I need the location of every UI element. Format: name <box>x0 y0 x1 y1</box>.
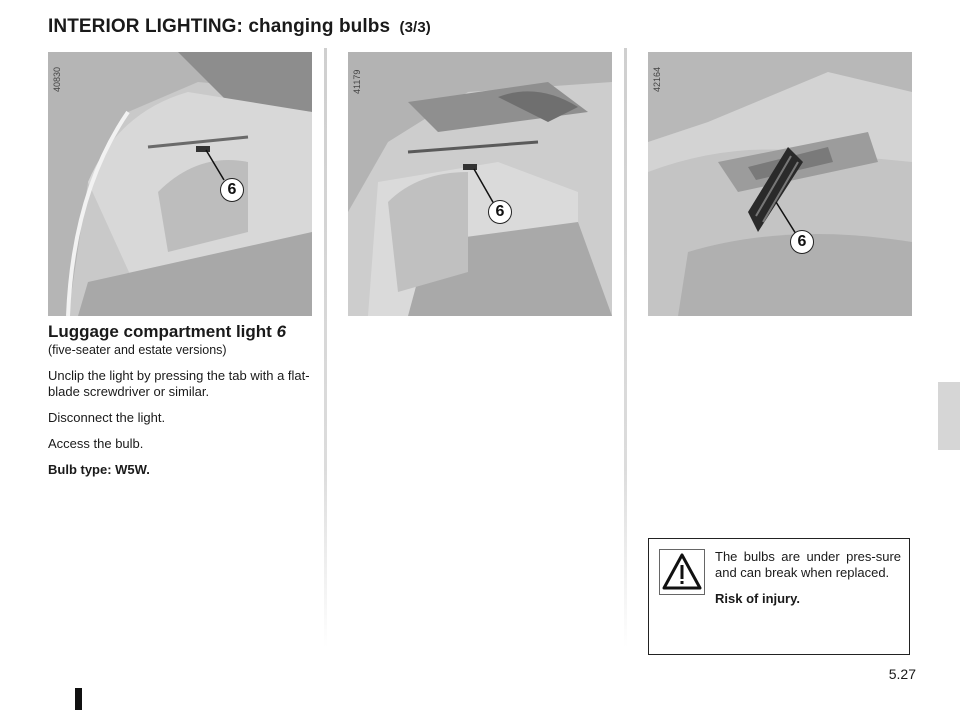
step-text: Access the bulb. <box>48 436 144 451</box>
callout-6: 6 <box>790 230 814 254</box>
warning-box <box>648 538 910 655</box>
step-text: Unclip the light by pressing the tab with a flat-blade screwdriver or similar. <box>48 368 310 399</box>
callout-leader <box>48 52 312 316</box>
callout-leader <box>648 52 912 316</box>
section-note: (five-seater and estate versions) <box>48 343 227 357</box>
figure-trunk-side <box>348 52 612 316</box>
callout-leader <box>348 52 612 316</box>
section-heading <box>48 322 318 342</box>
page-title-text: INTERIOR LIGHTING: changing bulbs <box>48 16 391 37</box>
luggage-light-section <box>48 322 318 488</box>
warning-triangle-icon <box>659 549 705 595</box>
figure-light-closeup <box>648 52 912 316</box>
warning-text-block <box>715 549 901 617</box>
page-title-suffix: (3/3) <box>399 19 431 36</box>
section-heading-ref: 6 <box>276 322 287 341</box>
warning-text: The bulbs are under pres-sure and can break when replaced. <box>715 549 901 580</box>
column-divider <box>624 48 627 648</box>
page-title <box>48 16 431 38</box>
figure-ref: 40830 <box>52 66 62 92</box>
bulb-type: Bulb type: W5W. <box>48 462 150 477</box>
figure-trunk-rear <box>48 52 312 316</box>
figure-ref: 41179 <box>352 69 362 94</box>
section-heading-text: Luggage compartment light <box>48 322 272 341</box>
page-number: 5.27 <box>888 666 916 682</box>
figure-ref: 42164 <box>652 66 662 92</box>
step-text: Disconnect the light. <box>48 410 166 425</box>
page-marker <box>75 688 82 710</box>
chapter-tab <box>938 382 960 450</box>
callout-6: 6 <box>220 178 244 202</box>
column-divider <box>324 48 327 648</box>
warning-emphasis: Risk of injury. <box>715 591 800 606</box>
callout-6: 6 <box>488 200 512 224</box>
